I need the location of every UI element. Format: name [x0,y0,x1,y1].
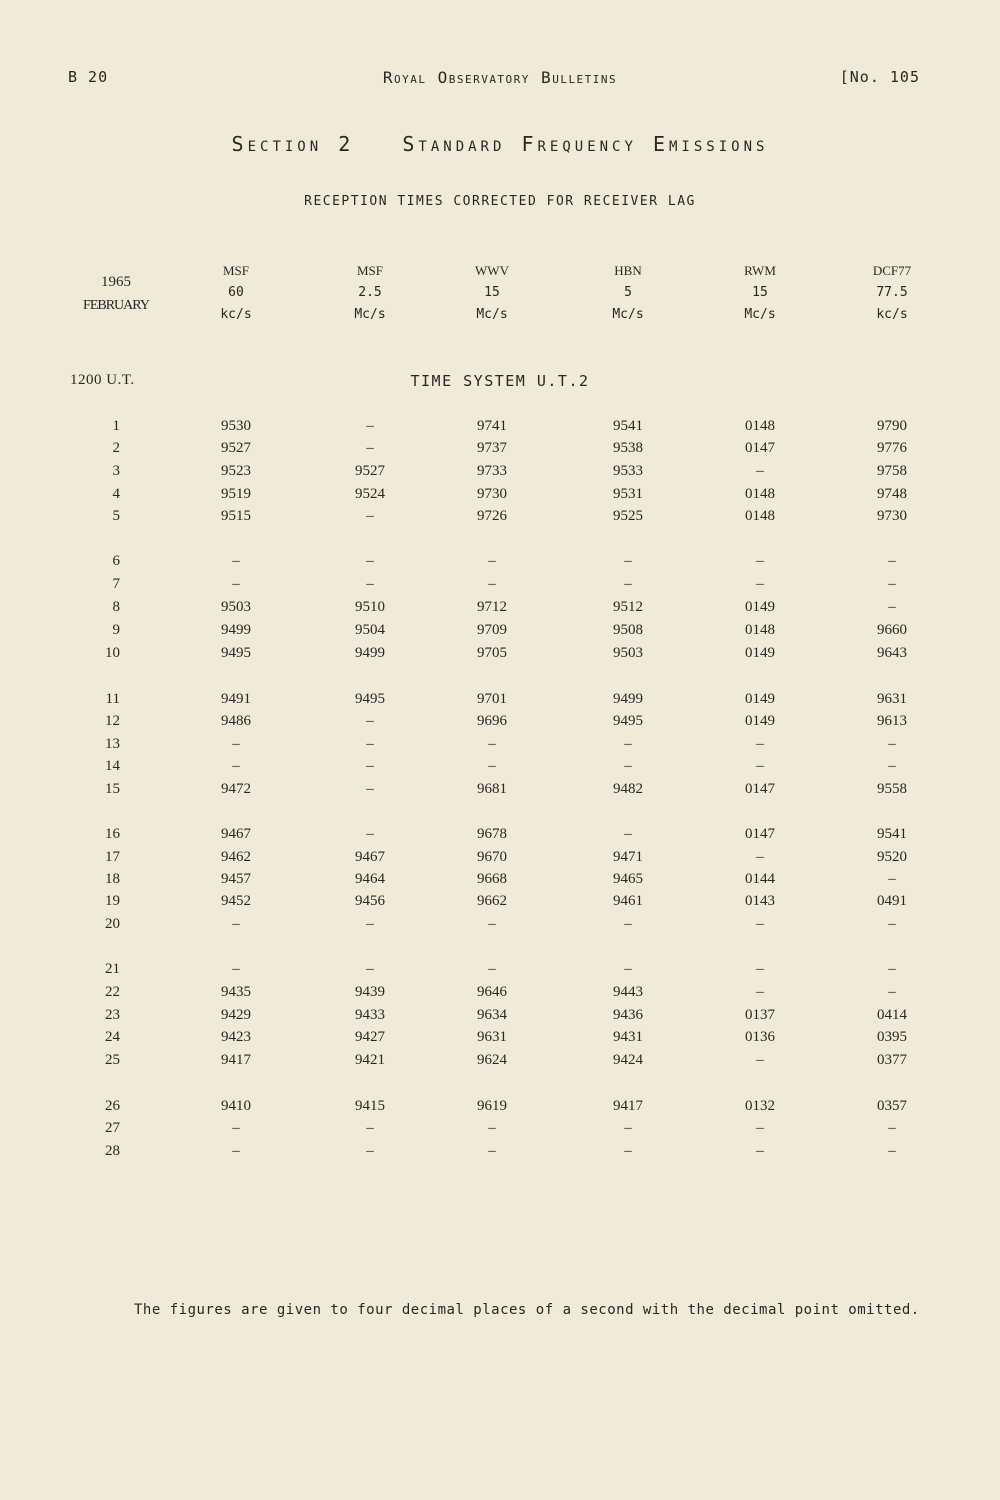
value-cell: 9646 [477,984,507,1000]
value-cell: 0143 [745,893,775,909]
value-cell: – [232,961,240,977]
value-cell: 9503 [613,645,643,661]
value-cell: 9410 [221,1098,251,1114]
running-title: Royal Observatory Bulletins [382,68,618,87]
table-row [0,1098,1000,1120]
bulletin-number: [No. 105 [839,68,920,86]
value-cell: – [756,758,764,774]
day-cell: 16 [105,826,120,842]
table-subtitle: RECEPTION TIMES CORRECTED FOR RECEIVER LAG [304,194,696,209]
day-cell: 14 [105,758,120,774]
value-cell: 9541 [613,418,643,434]
value-cell: – [488,736,496,752]
section-title: Section 2 Standard Frequency Emissions [231,132,769,156]
station-name: DCF77 [872,263,912,278]
table-row [0,691,1000,713]
footnote-text: The figures are given to four decimal places of a second with the decimal point omitted. [134,1302,920,1318]
value-cell: 9510 [355,599,385,615]
value-cell: 9681 [477,781,507,797]
table-row [0,622,1000,644]
value-cell: – [366,576,374,592]
value-cell: 9541 [877,826,907,842]
table-row [0,871,1000,893]
value-cell: – [888,871,896,887]
value-cell: 9472 [221,781,251,797]
table-row [0,553,1000,575]
value-cell: – [366,418,374,434]
day-cell: 8 [112,599,120,615]
day-cell: 24 [105,1029,120,1045]
value-cell: – [366,1143,374,1159]
day-cell: 3 [112,463,120,479]
value-cell: – [232,916,240,932]
value-cell: – [488,576,496,592]
value-cell: – [888,599,896,615]
station-unit: kc/s [876,307,908,322]
day-cell: 27 [105,1120,120,1136]
station-name: HBN [614,263,642,278]
value-cell: 9433 [355,1007,385,1023]
value-cell: – [888,984,896,1000]
ut-label: 1200 U.T. [70,372,135,388]
value-cell: 9748 [877,486,907,502]
value-cell: – [888,758,896,774]
station-name: MSF [356,263,384,278]
value-cell: 9758 [877,463,907,479]
day-cell: 21 [105,961,120,977]
value-cell: 0147 [745,440,775,456]
station-unit: Mc/s [354,307,386,322]
value-cell: 9431 [613,1029,643,1045]
value-cell: – [624,576,632,592]
value-cell: – [756,916,764,932]
value-cell: 9668 [477,871,507,887]
day-cell: 10 [105,645,120,661]
table-row [0,826,1000,848]
value-cell: 9499 [221,622,251,638]
value-cell: 9443 [613,984,643,1000]
value-cell: 9495 [221,645,251,661]
value-cell: 0149 [745,599,775,615]
day-cell: 26 [105,1098,120,1114]
value-cell: 9427 [355,1029,385,1045]
value-cell: – [366,758,374,774]
value-cell: – [756,553,764,569]
value-cell: 0395 [877,1029,907,1045]
day-cell: 25 [105,1052,120,1068]
value-cell: 9527 [355,463,385,479]
value-cell: 9499 [355,645,385,661]
value-cell: 9456 [355,893,385,909]
value-cell: 9482 [613,781,643,797]
value-cell: – [366,1120,374,1136]
value-cell: 9631 [477,1029,507,1045]
value-cell: – [888,1120,896,1136]
table-row [0,1029,1000,1051]
station-unit: Mc/s [744,307,776,322]
value-cell: 9741 [477,418,507,434]
value-cell: 9417 [613,1098,643,1114]
value-cell: 9624 [477,1052,507,1068]
station-unit: kc/s [220,307,252,322]
day-cell: 20 [105,916,120,932]
table-row [0,1007,1000,1029]
value-cell: – [888,1143,896,1159]
value-cell: – [488,553,496,569]
day-cell: 7 [112,576,120,592]
station-unit: Mc/s [612,307,644,322]
time-system-label: TIME SYSTEM U.T.2 [410,372,590,390]
station-header [700,260,820,326]
value-cell: 0144 [745,871,775,887]
value-cell: – [366,553,374,569]
day-cell: 1 [112,418,120,434]
value-cell: – [488,1120,496,1136]
value-cell: 9631 [877,691,907,707]
value-cell: – [756,463,764,479]
value-cell: 9737 [477,440,507,456]
value-cell: – [624,916,632,932]
value-cell: 9678 [477,826,507,842]
year-label: 1965 [101,274,131,290]
value-cell: 9643 [877,645,907,661]
value-cell: 0491 [877,893,907,909]
value-cell: – [232,1143,240,1159]
value-cell: – [366,713,374,729]
value-cell: 9660 [877,622,907,638]
station-freq: 15 [752,285,768,300]
value-cell: 9733 [477,463,507,479]
value-cell: 9465 [613,871,643,887]
value-cell: 9533 [613,463,643,479]
value-cell: – [366,736,374,752]
month-label: FEBRUARY [83,298,149,313]
value-cell: 9464 [355,871,385,887]
value-cell: 0148 [745,508,775,524]
value-cell: – [624,1120,632,1136]
station-name: WWV [475,263,509,278]
value-cell: 9701 [477,691,507,707]
value-cell: 9423 [221,1029,251,1045]
value-cell: – [366,826,374,842]
value-cell: 9452 [221,893,251,909]
value-cell: 9670 [477,849,507,865]
value-cell: – [888,916,896,932]
station-header [176,260,296,326]
day-cell: 17 [105,849,120,865]
value-cell: 9415 [355,1098,385,1114]
value-cell: – [232,1120,240,1136]
value-cell: – [756,736,764,752]
value-cell: – [888,576,896,592]
table-row [0,758,1000,780]
value-cell: 9429 [221,1007,251,1023]
value-cell: – [756,961,764,977]
day-cell: 18 [105,871,120,887]
table-row [0,486,1000,508]
value-cell: 9527 [221,440,251,456]
value-cell: 9705 [477,645,507,661]
value-cell: 9515 [221,508,251,524]
value-cell: 0147 [745,781,775,797]
value-cell: 9530 [221,418,251,434]
value-cell: 0414 [877,1007,907,1023]
value-cell: 0377 [877,1052,907,1068]
station-header [432,260,552,326]
value-cell: 0148 [745,622,775,638]
value-cell: – [624,961,632,977]
value-cell: 9491 [221,691,251,707]
value-cell: 9471 [613,849,643,865]
value-cell: – [756,576,764,592]
value-cell: 9531 [613,486,643,502]
day-cell: 13 [105,736,120,752]
date-heading [66,270,166,318]
value-cell: – [488,758,496,774]
value-cell: 9495 [355,691,385,707]
value-cell: 9634 [477,1007,507,1023]
table-row [0,440,1000,462]
station-freq: 15 [484,285,500,300]
value-cell: 9519 [221,486,251,502]
day-cell: 19 [105,893,120,909]
value-cell: – [488,1143,496,1159]
value-cell: 9730 [477,486,507,502]
table-row [0,1143,1000,1165]
value-cell: 9461 [613,893,643,909]
value-cell: – [624,826,632,842]
day-cell: 28 [105,1143,120,1159]
station-name: MSF [222,263,250,278]
value-cell: 9524 [355,486,385,502]
station-name: RWM [744,263,776,278]
table-row [0,736,1000,758]
value-cell: 0136 [745,1029,775,1045]
value-cell: 9525 [613,508,643,524]
value-cell: 9417 [221,1052,251,1068]
value-cell: – [366,781,374,797]
value-cell: 9486 [221,713,251,729]
value-cell: 9462 [221,849,251,865]
station-freq: 77.5 [876,285,908,300]
value-cell: 0137 [745,1007,775,1023]
value-cell: – [756,1052,764,1068]
value-cell: 9508 [613,622,643,638]
value-cell: – [232,758,240,774]
table-row [0,576,1000,598]
table-row [0,713,1000,735]
day-cell: 22 [105,984,120,1000]
value-cell: – [232,736,240,752]
value-cell: – [624,1143,632,1159]
value-cell: 9538 [613,440,643,456]
table-row [0,1120,1000,1142]
table-row [0,916,1000,938]
value-cell: – [624,758,632,774]
day-cell: 11 [105,691,120,707]
day-cell: 5 [112,508,120,524]
value-cell: – [756,1120,764,1136]
value-cell: 9495 [613,713,643,729]
value-cell: 0148 [745,486,775,502]
value-cell: – [366,961,374,977]
value-cell: 0132 [745,1098,775,1114]
value-cell: – [488,916,496,932]
value-cell: 9467 [221,826,251,842]
value-cell: 9696 [477,713,507,729]
day-cell: 9 [112,622,120,638]
value-cell: – [488,961,496,977]
value-cell: 9619 [477,1098,507,1114]
value-cell: 9558 [877,781,907,797]
value-cell: 9520 [877,849,907,865]
value-cell: – [624,553,632,569]
day-cell: 12 [105,713,120,729]
value-cell: 0149 [745,713,775,729]
value-cell: – [888,961,896,977]
value-cell: – [366,916,374,932]
day-cell: 15 [105,781,120,797]
value-cell: – [366,508,374,524]
value-cell: 0149 [745,691,775,707]
value-cell: 9662 [477,893,507,909]
value-cell: 9712 [477,599,507,615]
value-cell: 0148 [745,418,775,434]
table-row [0,463,1000,485]
table-row [0,1052,1000,1074]
value-cell: 9504 [355,622,385,638]
station-header [568,260,688,326]
table-row [0,508,1000,530]
day-cell: 6 [112,553,120,569]
value-cell: 9776 [877,440,907,456]
station-header [832,260,952,326]
value-cell: – [232,576,240,592]
table-row [0,961,1000,983]
value-cell: 9726 [477,508,507,524]
value-cell: – [366,440,374,456]
table-row [0,645,1000,667]
value-cell: 9457 [221,871,251,887]
value-cell: – [756,1143,764,1159]
station-unit: Mc/s [476,307,508,322]
value-cell: 9439 [355,984,385,1000]
value-cell: – [232,553,240,569]
value-cell: 9435 [221,984,251,1000]
page-number: B 20 [68,68,109,86]
station-freq: 60 [228,285,244,300]
table-row [0,849,1000,871]
value-cell: 9709 [477,622,507,638]
value-cell: – [624,736,632,752]
value-cell: 9730 [877,508,907,524]
value-cell: 9503 [221,599,251,615]
value-cell: 9523 [221,463,251,479]
value-cell: 0149 [745,645,775,661]
day-cell: 2 [112,440,120,456]
value-cell: 9790 [877,418,907,434]
table-row [0,599,1000,621]
value-cell: – [756,984,764,1000]
value-cell: 9436 [613,1007,643,1023]
value-cell: 9512 [613,599,643,615]
station-header [310,260,430,326]
value-cell: 0147 [745,826,775,842]
value-cell: – [888,553,896,569]
value-cell: 9421 [355,1052,385,1068]
value-cell: 9499 [613,691,643,707]
table-row [0,418,1000,440]
station-freq: 5 [624,285,632,300]
value-cell: 9467 [355,849,385,865]
table-row [0,984,1000,1006]
value-cell: – [756,849,764,865]
table-row [0,893,1000,915]
table-row [0,781,1000,803]
value-cell: 0357 [877,1098,907,1114]
value-cell: 9613 [877,713,907,729]
day-cell: 4 [112,486,120,502]
station-freq: 2.5 [358,285,382,300]
value-cell: 9424 [613,1052,643,1068]
footnote [86,1298,946,1322]
value-cell: – [888,736,896,752]
day-cell: 23 [105,1007,120,1023]
